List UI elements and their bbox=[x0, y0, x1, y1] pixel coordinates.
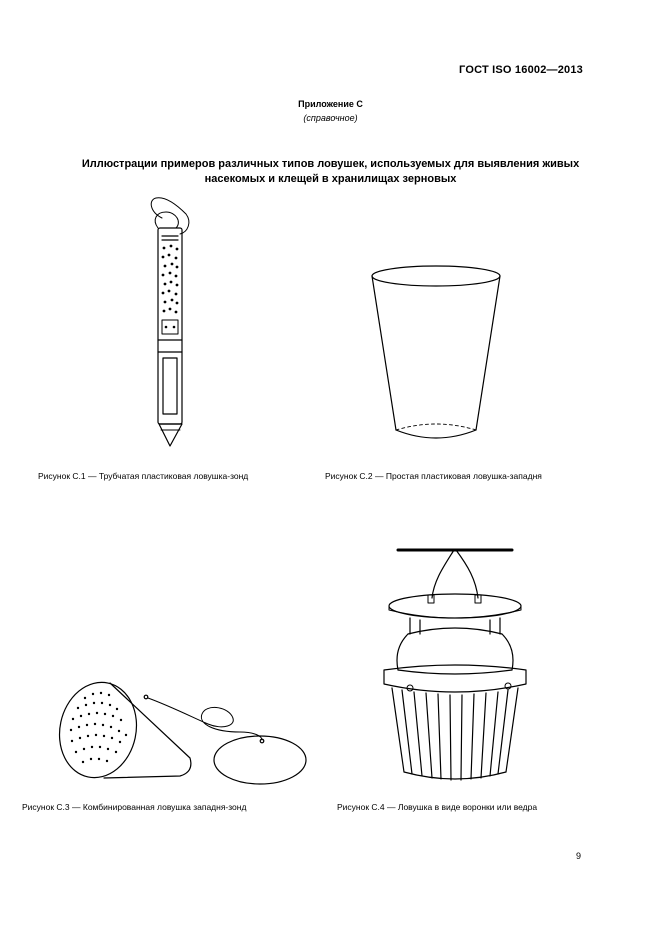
page-title-line-1: Иллюстрации примеров различных типов ловушек, используемых для выявления живых bbox=[81, 158, 580, 170]
figure-caption-c4: Рисунок C.4 — Ловушка в виде воронки или ведра bbox=[337, 802, 538, 812]
page-title-line-2: насекомых и клещей в хранилищах зерновых bbox=[204, 173, 457, 185]
page-number: 9 bbox=[575, 851, 581, 861]
pitfall-cup-drawing bbox=[372, 266, 500, 438]
figure-caption-c2: Рисунок C.2 — Простая пластиковая ловушка-западня bbox=[325, 471, 542, 481]
probe-trap-drawing bbox=[151, 198, 189, 446]
combined-trap-drawing bbox=[51, 675, 306, 785]
annex-subtitle: (справочное) bbox=[303, 113, 358, 123]
document-id: ГОСТ ISO 16002—2013 bbox=[459, 64, 583, 76]
bucket-trap-drawing bbox=[384, 550, 526, 780]
annex-title: Приложение C bbox=[298, 99, 363, 109]
figure-caption-c1: Рисунок C.1 — Трубчатая пластиковая ловушка-зонд bbox=[38, 471, 249, 481]
figure-caption-c3: Рисунок C.3 — Комбинированная ловушка западня-зонд bbox=[22, 802, 247, 812]
